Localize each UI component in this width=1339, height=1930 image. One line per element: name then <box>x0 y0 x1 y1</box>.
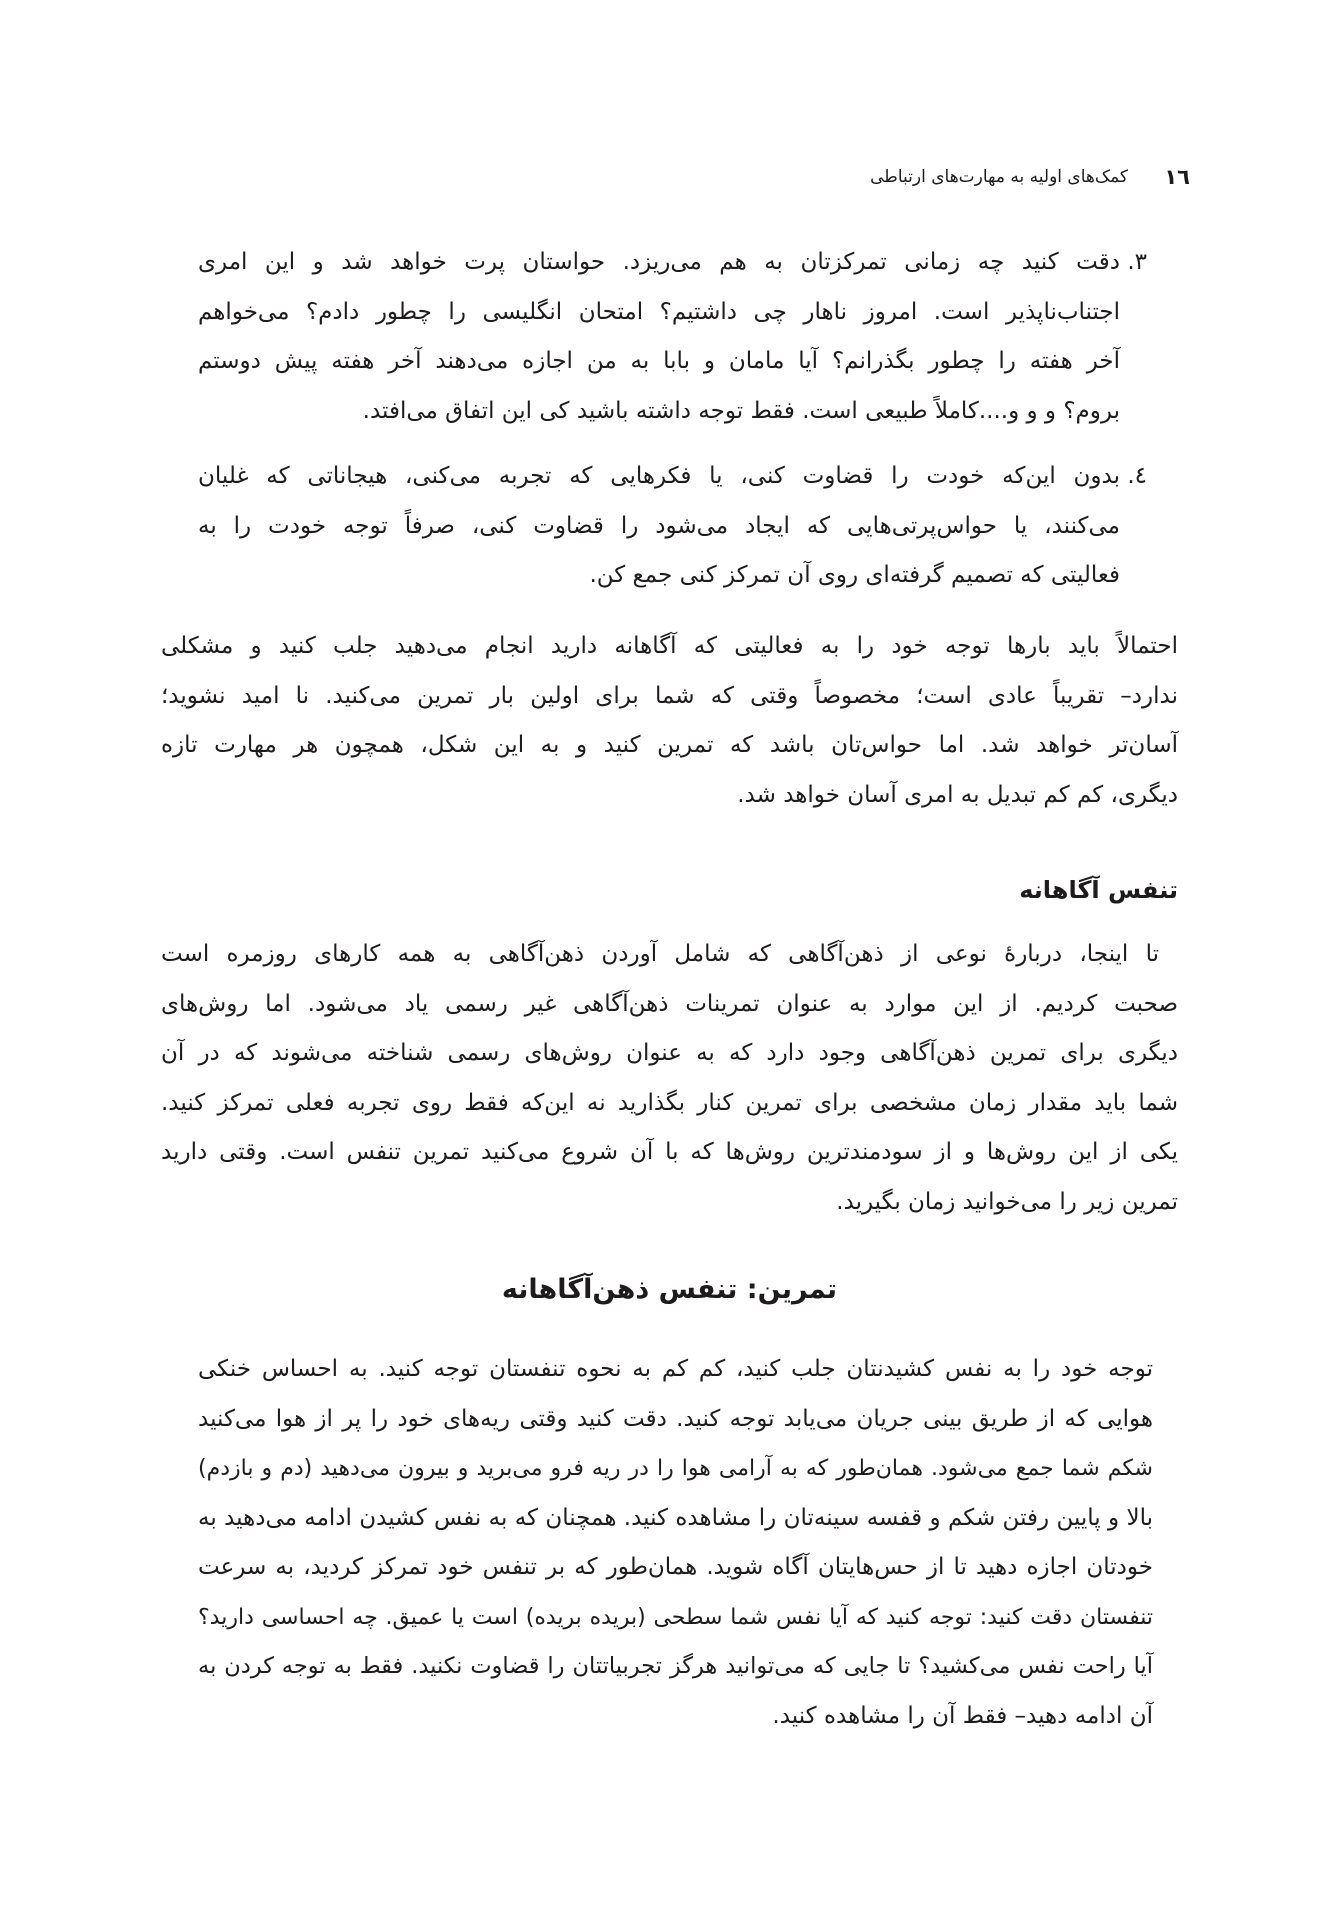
exercise-title: تمرین: تنفس ذهن‌آگاهانه <box>501 1274 838 1305</box>
text-line: دیگری، کم کم تبدیل به امری آسان خواهد شد. <box>737 781 1178 808</box>
running-title: کمک‌های اولیه به مهارت‌های ارتباطی <box>870 167 1128 187</box>
text-line: صحبت کردیم. از این موارد به عنوان تمرینات ذهن‌آگاهی غیر رسمی یاد می‌شود. اما روش‌های <box>161 990 1178 1017</box>
text-line: خودتان اجازه دهید تا از حس‌هایتان آگاه شوید. همان‌طور که بر تنفس خود تمرکز کردید، به سرعت <box>198 1554 1153 1580</box>
text-line: دقت کنید چه زمانی تمرکزتان به هم می‌ریزد. حواستان پرت خواهد شد و این امری <box>198 249 1120 275</box>
text-line: آسان‌تر خواهد شد. اما حواس‌تان باشد که تمرین کنید و به این شکل، همچون هر مهارت تازه <box>161 732 1178 758</box>
text-line: تنفستان دقت کنید: توجه کنید که آیا نفس شما سطحی (بریده بریده) است یا عمیق. چه احساسی دارید؟ <box>198 1604 1153 1630</box>
text-line: فعالیتی که تصمیم گرفته‌ای روی آن تمرکز کنی جمع کن. <box>589 562 1120 588</box>
page-number: ١٦ <box>1164 165 1190 189</box>
text-line: آن ادامه دهید– فقط آن را مشاهده کنید. <box>772 1702 1153 1729</box>
text-line: ندارد– تقریباً عادی است؛ مخصوصاً وقتی که شما برای اولین بار تمرین می‌کنید. نا امید نشوید؛ <box>161 682 1178 709</box>
text-line: می‌کنند، یا حواس‌پرتی‌هایی که ایجاد می‌شود را قضاوت کنی، صرفاً توجه خودت را به <box>198 512 1120 539</box>
text-line: احتمالاً باید بارها توجه خود را به فعالیتی که آگاهانه دارید انجام می‌دهید جلب کنید و مشکلی <box>161 633 1178 659</box>
text-line: اجتناب‌ناپذیر است. امروز ناهار چی داشتیم؟ امتحان انگلیسی را چطور دادم؟ می‌خواهم <box>198 298 1120 325</box>
list-item-text <box>198 452 1120 601</box>
section-heading: تنفس آگاهانه <box>1019 876 1178 904</box>
text-line: بالا و پایین رفتن شکم و قفسه سینه‌تان را مشاهده کنید. همچنان که به نفس کشیدن ادامه می‌دهید به <box>198 1504 1153 1531</box>
exercise-paragraph <box>198 1345 1153 1741</box>
list-item-number: ۳. <box>1127 249 1147 275</box>
text-line: بروم؟ و و و....کاملاً طبیعی است. فقط توجه داشته باشید کی این اتفاق می‌افتد. <box>362 397 1120 424</box>
body-paragraph <box>161 622 1178 820</box>
text-line: شما باید مقدار زمان مشخصی برای تمرین کنار بگذارید نه این‌که فقط روی تجربه فعلی تمرکز کنید. <box>161 1089 1178 1116</box>
text-line: آیا راحت نفس می‌کشید؟ تا جایی که می‌توانید هرگز تجربیاتتان را قضاوت نکنید. فقط به توجه کردن به <box>198 1653 1153 1679</box>
text-line: یکی از این روش‌ها و از سودمندترین روش‌ها که با آن شروع می‌کنید تمرین تنفس است. وقتی دارید <box>161 1139 1178 1165</box>
list-item-number: ٤. <box>1127 463 1147 489</box>
list-item-text <box>198 238 1120 436</box>
text-line: شکم شما جمع می‌شود. همان‌طور که به آرامی هوا را در ریه فرو می‌برید و بیرون می‌دهید (دم و بازدم) <box>198 1456 1153 1481</box>
text-line: آخر هفته را چطور بگذرانم؟ آیا مامان و بابا به من اجازه می‌دهند آخر هفته پیش دوستم <box>198 348 1120 374</box>
text-line: بدون این‌که خودت را قضاوت کنی، یا فکرهایی که تجربه می‌کنی، هیجاناتی که غلیان <box>198 463 1120 489</box>
text-line: تا اینجا، دربارهٔ نوعی از ذهن‌آگاهی که شامل آوردن ذهن‌آگاهی به همه کارهای روزمره است <box>161 941 1159 967</box>
body-paragraph <box>161 930 1178 1227</box>
text-line: تمرین زیر را می‌خوانید زمان بگیرید. <box>836 1188 1178 1215</box>
text-line: دیگری برای تمرین ذهن‌آگاهی وجود دارد که به عنوان روش‌های رسمی شناخته می‌شوند که در آن <box>161 1040 1178 1066</box>
text-line: توجه خود را به نفس کشیدنتان جلب کنید، کم کم به نحوه تنفستان توجه کنید. به احساس خنکی <box>198 1356 1153 1382</box>
text-line: هوایی که از طریق بینی جریان می‌یابد توجه کنید. دقت کنید وقتی ریه‌های خود را پر از هوا می‌کنید <box>198 1405 1153 1432</box>
